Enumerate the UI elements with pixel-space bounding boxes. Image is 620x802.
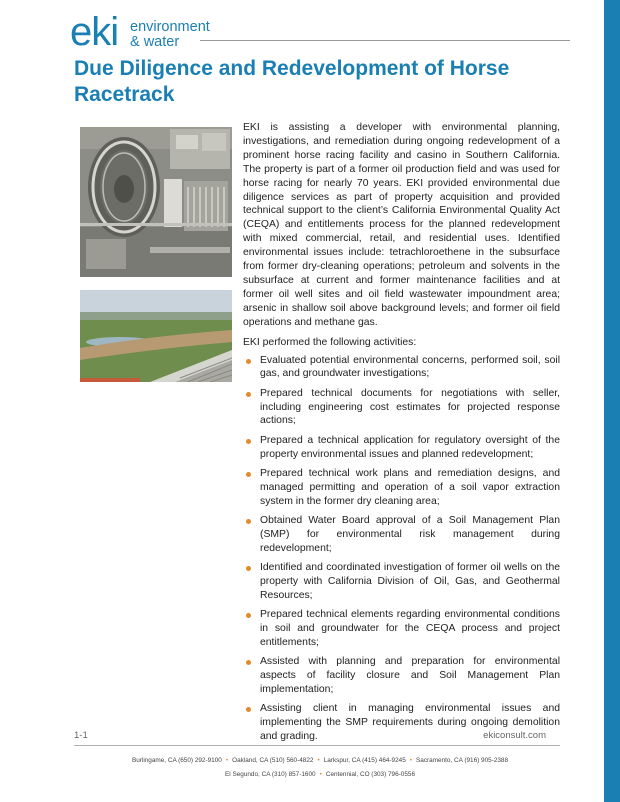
- header-rule: [200, 40, 570, 41]
- bullet-dot-icon: [246, 707, 251, 712]
- office-addresses-line-2: [60, 771, 580, 778]
- page-title: Due Diligence and Redevelopment of Horse Racetrack: [74, 57, 510, 106]
- grandstand-photo-graphic: [80, 290, 232, 382]
- project-description: [243, 121, 560, 749]
- bullet-dot-icon: [246, 392, 251, 397]
- office-addresses-line-1: [60, 757, 580, 764]
- list-item: Identified and coordinated investigation of former oil wells on the property with California Division of Oil, Gas, and Geothermal Resources;: [243, 561, 560, 603]
- logo-tagline-water: & water: [130, 34, 180, 50]
- aerial-photo-graphic: [80, 127, 232, 277]
- bullet-dot-icon: [246, 519, 251, 524]
- office-burlingame: Burlingame, CA (650) 292-9100: [131, 757, 222, 764]
- intro-paragraph: EKI is assisting a developer with environmental planning, investigations, and remediation during ongoing redevelopment of a prominent horse racing facility and casino in Southern California. The property is part of a former oil production field and was used for horse racing for nearly 70 years. EKI provided environmental due diligence services as part of property acquisition and provided technical support to the client’s California Environmental Quality Act (CEQA) and entitlements process for the planned redevelopment with mixed commercial, retail, and residential uses. Identified environmental issues include: tetrachloroethene in the subsurface from former dry-cleaning operations; petroleum and solvents in the subsurface at current and former maintenance facilities and at former oil well sites and oil field wastewater impoundment area; arsenic in shallow soil above background levels; and former oil field operations and methane gas.: [243, 122, 560, 328]
- bullet-dot-icon: [246, 359, 251, 364]
- office-el-segundo: El Segundo, CA (310) 857-1600: [224, 771, 316, 778]
- office-oakland: Oakland, CA (510) 560-4822: [232, 757, 314, 764]
- website-link[interactable]: ekiconsult.com: [483, 730, 546, 741]
- logo-wordmark: eki: [70, 10, 119, 54]
- list-item: Assisting client in managing environmental issues and implementing the SMP requirements during ongoing demolition and grading.: [243, 702, 560, 744]
- list-item: Prepared technical elements regarding environmental conditions in soil and groundwater for the CEQA process and project entitlements;: [243, 608, 560, 650]
- list-item: Obtained Water Board approval of a Soil Management Plan (SMP) for environmental risk management during redevelopment;: [243, 514, 560, 556]
- logo-tagline-environment: environment: [130, 19, 210, 35]
- list-item: Prepared technical work plans and remediation designs, and managed permitting and operation of a soil vapor extraction system in the former dry cleaning area;: [243, 467, 560, 509]
- office-sacramento: Sacramento, CA (916) 905-2388: [416, 757, 509, 764]
- page-number: 1-1: [74, 730, 88, 741]
- list-item: Evaluated potential environmental concerns, performed soil, soil gas, and groundwater investigations;: [243, 354, 560, 382]
- office-larkspur: Larkspur, CA (415) 464-9245: [323, 757, 406, 764]
- eki-logo: [70, 10, 220, 54]
- list-item: Prepared technical documents for negotiations with seller, including engineering cost estimates for projected response actions;: [243, 387, 560, 429]
- separator-dot: •: [409, 757, 413, 764]
- list-item: Assisted with planning and preparation for environmental aspects of facility closure and Soil Management Plan implementation;: [243, 655, 560, 697]
- brand-side-bar: [604, 0, 620, 802]
- bullet-dot-icon: [246, 439, 251, 444]
- separator-dot: •: [317, 757, 320, 764]
- footer-rule: [74, 745, 560, 746]
- list-item: Prepared a technical application for regulatory oversight of the property environmental issues and planned redevelopment;: [243, 434, 560, 462]
- aerial-photo: [80, 127, 232, 277]
- bullet-dot-icon: [246, 613, 251, 618]
- separator-dot: •: [319, 771, 322, 778]
- separator-dot: •: [225, 757, 229, 764]
- bullet-dot-icon: [246, 472, 251, 477]
- grandstand-photo: [80, 290, 232, 382]
- activities-list: [243, 354, 560, 744]
- bullet-dot-icon: [246, 566, 251, 571]
- activities-lead: EKI performed the following activities:: [243, 336, 417, 348]
- office-centennial: Centennial, CO (303) 796-0556: [325, 771, 416, 778]
- bullet-dot-icon: [246, 660, 251, 665]
